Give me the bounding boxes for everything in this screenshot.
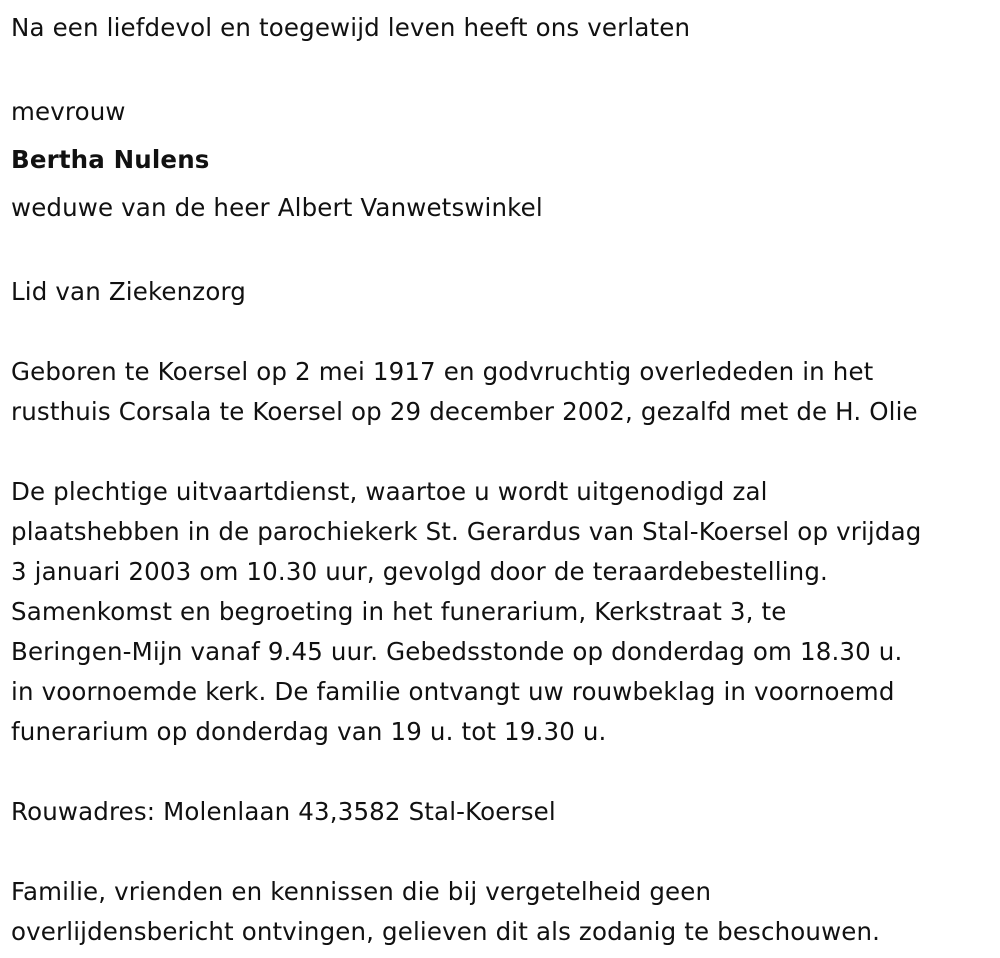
- paragraph-line: in voornoemde kerk. De familie ontvangt uw rouwbeklag in voornoemd: [11, 677, 895, 706]
- paragraph-line: funerarium op donderdag van 19 u. tot 19.30 u.: [11, 717, 607, 746]
- deceased-block: [11, 88, 996, 232]
- paragraph-line: Geboren te Koersel op 2 mei 1917 en godvruchtig overlededen in het: [11, 357, 874, 386]
- deceased-name: Bertha Nulens: [11, 145, 210, 174]
- salutation: mevrouw: [11, 97, 126, 126]
- spouse-text: weduwe van de heer Albert Vanwetswinkel: [11, 193, 543, 222]
- paragraph-line: De plechtige uitvaartdienst, waartoe u wordt uitgenodigd zal: [11, 477, 768, 506]
- mourning-address: Rouwadres: Molenlaan 43,3582 Stal-Koersel: [11, 797, 556, 826]
- paragraph-line: Samenkomst en begroeting in het funerarium, Kerkstraat 3, te: [11, 597, 787, 626]
- paragraph-line: plaatshebben in de parochiekerk St. Gerardus van Stal-Koersel op vrijdag: [11, 517, 922, 546]
- paragraph-line: 3 januari 2003 om 10.30 uur, gevolgd door de teraardebestelling.: [11, 557, 828, 586]
- paragraph-line: rusthuis Corsala te Koersel op 29 december 2002, gezalfd met de H. Olie: [11, 397, 918, 426]
- closing-paragraph: [11, 872, 996, 952]
- paragraph-line: Familie, vrienden en kennissen die bij vergetelheid geen: [11, 877, 712, 906]
- birth-death-paragraph: [11, 352, 996, 432]
- membership-text: Lid van Ziekenzorg: [11, 277, 246, 306]
- intro-text: Na een liefdevol en toegewijd leven heeft ons verlaten: [11, 13, 691, 42]
- ceremony-paragraph: [11, 472, 996, 752]
- obituary-notice: [11, 8, 996, 952]
- paragraph-line: overlijdensbericht ontvingen, gelieven dit als zodanig te beschouwen.: [11, 917, 881, 946]
- paragraph-line: Beringen-Mijn vanaf 9.45 uur. Gebedsstonde op donderdag om 18.30 u.: [11, 637, 903, 666]
